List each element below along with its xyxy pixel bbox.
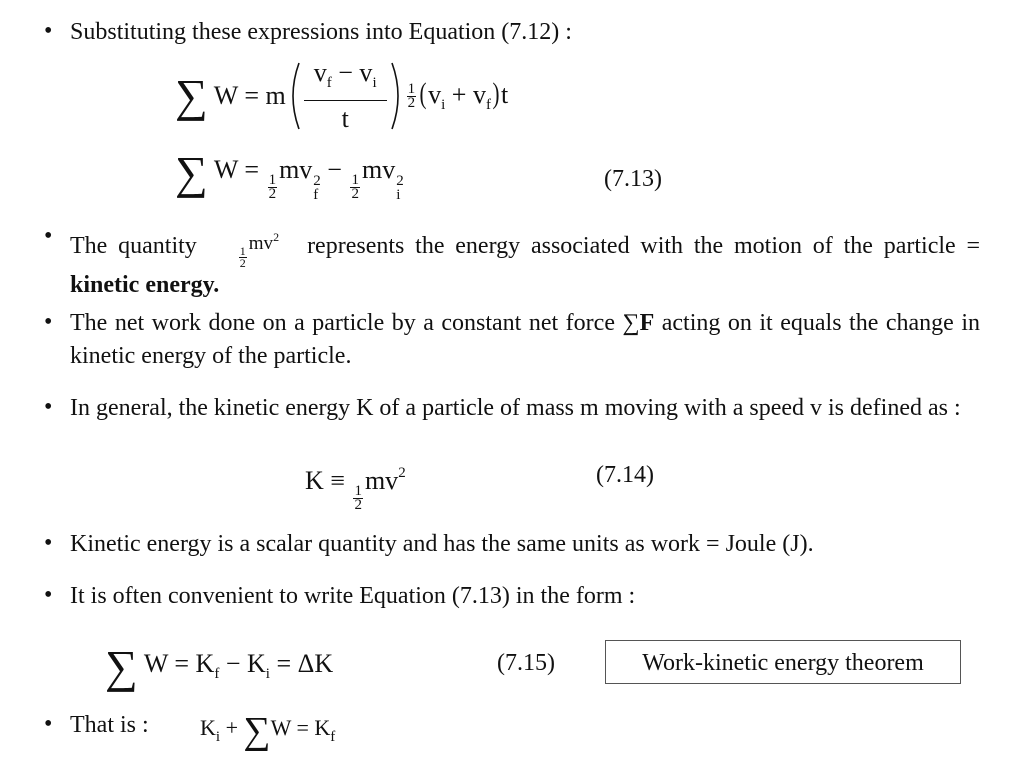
bullet-marker: • xyxy=(44,223,53,249)
bullet-that-is: That is : xyxy=(70,712,149,738)
bullet-marker: • xyxy=(44,394,53,420)
eq1-lhs: W = m xyxy=(213,81,286,110)
equation-final: $K_i + \sum W = K_f$ xyxy=(200,710,336,752)
bullet-scalar: Kinetic energy is a scalar quantity and has the same units as work = Joule (J). xyxy=(70,531,814,557)
eq1-sum-velocities: $(v_i + v_f)t$ xyxy=(419,77,509,113)
equation-kinetic-energy: K ≡ $\frac{1}{2}$ $mv^2$ xyxy=(305,465,406,513)
bullet-marker: • xyxy=(44,530,53,556)
bullet-convenient: It is often convenient to write Equation (7.13) in the form : xyxy=(70,583,636,609)
equation-number-7-13: (7.13) xyxy=(604,166,662,192)
bullet-marker: • xyxy=(44,18,53,44)
velocity-fraction: $\frac{v_f - v_i}{t}$ xyxy=(304,59,387,133)
equation-work-expanded xyxy=(175,60,508,132)
left-big-paren xyxy=(286,61,302,131)
inline-kinetic-formula: $\frac{1}{2}$ $mv^2$ xyxy=(239,230,280,270)
bullet-general-definition: In general, the kinetic energy K of a particle of mass m moving with a speed v is defined as : xyxy=(70,395,961,421)
bullet-marker: • xyxy=(44,309,53,335)
bullet-marker: • xyxy=(44,582,53,608)
equation-work-kinetic-theorem: ∑ $W = K_f - K_i = \Delta K$ xyxy=(105,641,334,692)
right-big-paren xyxy=(389,61,405,131)
equation-number-7-15: (7.15) xyxy=(497,650,555,676)
sigma-symbol: ∑ xyxy=(175,70,208,121)
bullet-net-work: The net work done on a particle by a constant net force ∑F acting on it equals the change in kinetic energy of the particle. xyxy=(70,310,980,369)
equation-work-kinetic: ∑ W = $\frac{1}{2}$ mv 2 f − $\frac{1}{2}$ mv 2 i xyxy=(175,147,404,203)
half-fraction: 1 2 xyxy=(407,80,416,111)
equation-number-7-14: (7.14) xyxy=(596,462,654,488)
bullet-substituting: Substituting these expressions into Equation (7.12) : xyxy=(70,19,572,45)
theorem-label-box: Work-kinetic energy theorem xyxy=(605,640,961,684)
bullet-marker: • xyxy=(44,711,53,737)
bullet-quantity: The quantity $\frac{1}{2}$ $mv^2$ represents the energy associated with the motion of the particle = kinetic energy. xyxy=(70,230,981,298)
